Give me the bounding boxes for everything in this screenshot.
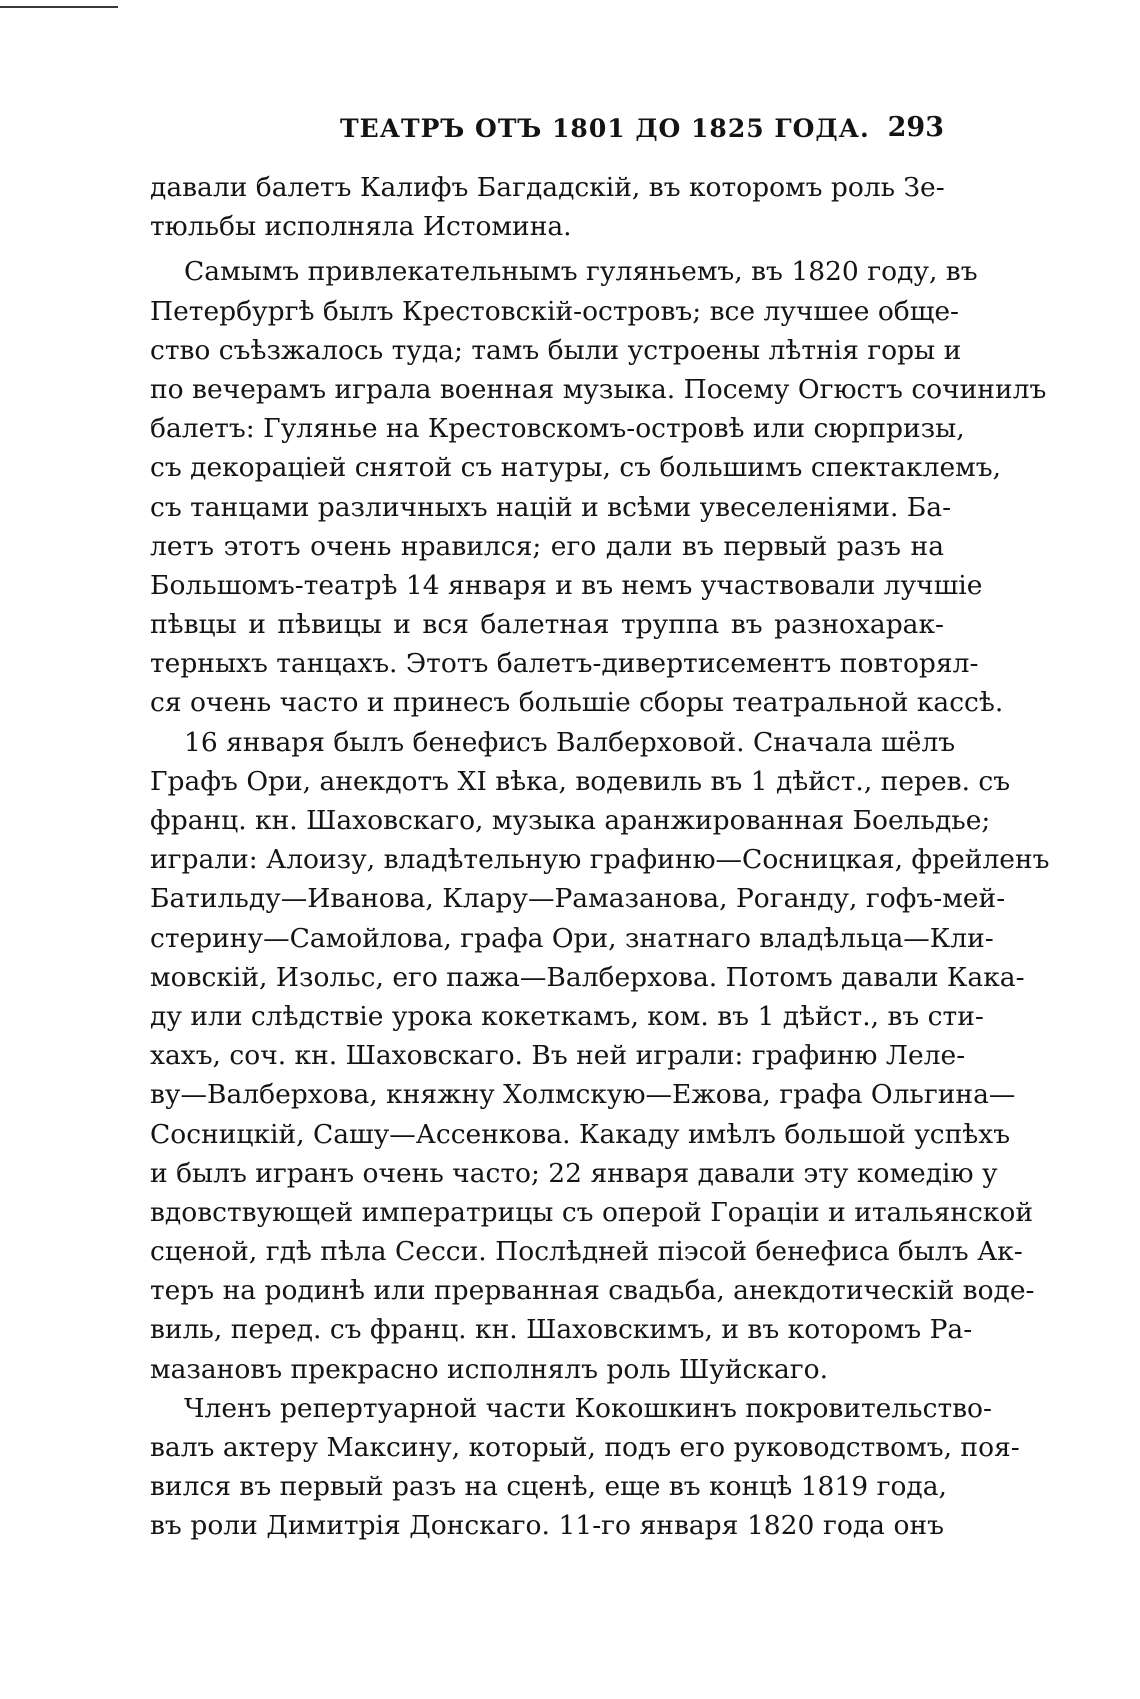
page-number: 293 <box>887 112 944 143</box>
text-line: Графъ Ори, анекдотъ XI вѣка, водевиль въ 1 дѣйст., перев. съ <box>150 765 1011 797</box>
text-line: въ роли Димитрія Донскаго. 11-го января 1820 года онъ <box>150 1510 944 1542</box>
page-header <box>150 110 944 150</box>
text-line: вдовствующей императрицы съ оперой Гораціи и итальянской <box>150 1196 1033 1228</box>
paragraph <box>150 723 1050 1389</box>
text-line: ся очень часто и принесъ большіе сборы театральной кассѣ. <box>150 687 1004 719</box>
text-line: Большомъ-театрѣ 14 января и въ немъ участвовали лучшіе <box>150 569 983 601</box>
text-line: Самымъ привлекательнымъ гуляньемъ, въ 1820 году, въ <box>184 256 978 288</box>
text-line: ство съѣзжалось туда; тамъ были устроены лѣтнія горы и <box>150 334 962 366</box>
paragraph <box>150 252 1047 722</box>
text-line: 16 января былъ бенефисъ Валберховой. Сначала шёлъ <box>184 726 956 758</box>
text-line: Батильду—Иванова, Клару—Рамазанова, Роганду, гофъ-мей- <box>150 883 1006 915</box>
running-title: ТЕАТРЪ ОТЪ 1801 ДО 1825 ГОДА. <box>340 114 870 143</box>
text-line: летъ этотъ очень нравился; его дали въ первый разъ на <box>150 530 944 562</box>
text-line: и былъ игранъ очень часто; 22 января давали эту комедію у <box>150 1157 998 1189</box>
text-line: мовскій, Изольс, его пажа—Валберхова. Потомъ давали Кака- <box>150 961 1025 993</box>
text-line: съ декораціей снятой съ натуры, съ большимъ спектаклемъ, <box>150 452 1002 484</box>
text-line: тюльбы исполняла Истомина. <box>150 211 572 243</box>
text-line: пѣвцы и пѣвицы и вся балетная труппа въ разнохарак- <box>150 609 944 641</box>
text-line: виль, перед. съ франц. кн. Шаховскимъ, и въ которомъ Ра- <box>150 1314 973 1346</box>
text-line: сценой, гдѣ пѣла Сесси. Послѣдней піэсой бенефиса былъ Ак- <box>150 1236 1023 1268</box>
text-line: Сосницкій, Сашу—Ассенкова. Какаду имѣлъ большой успѣхъ <box>150 1118 1011 1150</box>
text-line: по вечерамъ играла военная музыка. Посему Огюстъ сочинилъ <box>150 373 1047 405</box>
top-rule <box>0 6 118 8</box>
text-line: балетъ: Гулянье на Крестовскомъ-островѣ или сюрпризы, <box>150 413 965 445</box>
paragraph <box>150 168 944 246</box>
paragraph <box>150 1389 1020 1546</box>
text-line: давали балетъ Калифъ Багдадскій, въ которомъ роль Зе- <box>150 172 945 203</box>
text-line: вился въ первый разъ на сценѣ, еще въ концѣ 1819 года, <box>150 1471 947 1503</box>
text-line: играли: Алоизу, владѣтельную графиню—Сосницкая, фрейленъ <box>150 844 1050 876</box>
text-line: валъ актеру Максину, который, подъ его руководствомъ, поя- <box>150 1432 1020 1463</box>
text-line: Членъ репертуарной части Кокошкинъ покровительство- <box>184 1392 992 1424</box>
text-line: хахъ, соч. кн. Шаховскаго. Въ ней играли: графиню Леле- <box>150 1040 966 1072</box>
text-line: терныхъ танцахъ. Этотъ балетъ-дивертисементъ повторял- <box>150 648 979 680</box>
text-line: Петербургѣ былъ Крестовскій-островъ; все лучшее обще- <box>150 295 960 327</box>
text-line: теръ на родинѣ или прерванная свадьба, анекдотическій водe- <box>150 1275 1035 1307</box>
text-line: мазановъ прекрасно исполнялъ роль Шуйскаго. <box>150 1353 829 1385</box>
text-line: ву—Валберхова, княжну Холмскую—Ежова, графа Ольгина— <box>150 1079 1016 1111</box>
text-line: стерину—Самойлова, графа Ори, знатнаго владѣльца—Кли- <box>150 922 994 954</box>
text-line: ду или слѣдствіе урока кокеткамъ, ком. въ 1 дѣйст., въ сти- <box>150 1000 984 1032</box>
text-line: съ танцами различныхъ націй и всѣми увеселеніями. Ба- <box>150 491 952 523</box>
body-text <box>150 168 1050 1546</box>
text-line: франц. кн. Шаховскаго, музыка аранжированная Боельдье; <box>150 805 991 836</box>
